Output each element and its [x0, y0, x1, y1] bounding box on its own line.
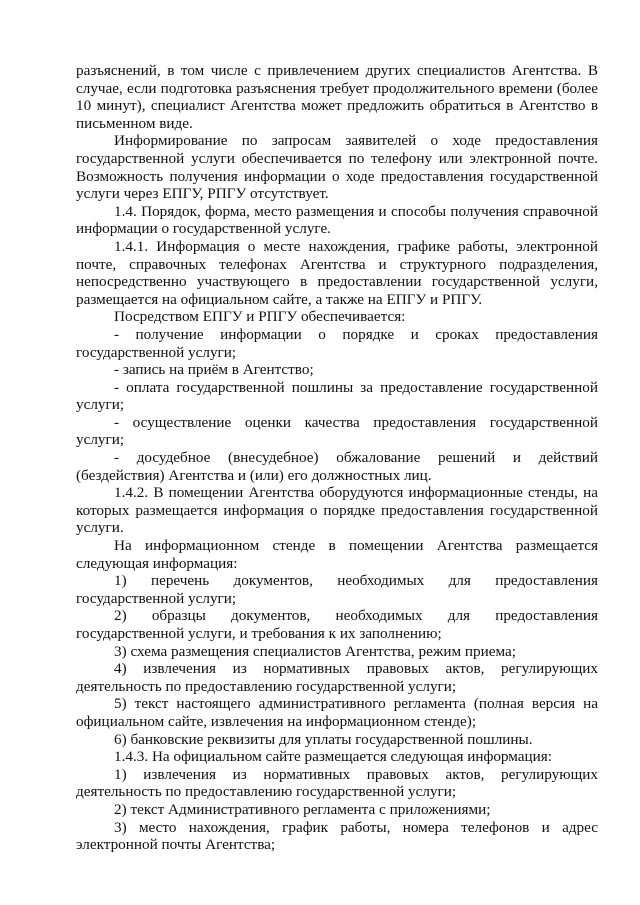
document-page [76, 62, 598, 854]
section-heading-1-4: 1.4. Порядок, форма, место размещения и способы получения справочной информации о государственной услуге. [76, 202, 598, 238]
list-item: - оплата государственной пошлины за предоставление государственной услуги; [76, 378, 598, 414]
paragraph-1-4-3: 1.4.3. На официальном сайте размещается следующая информация: [114, 748, 552, 766]
list-item: 6) банковские реквизиты для уплаты государственной пошлины. [114, 730, 533, 748]
list-item: 3) место нахождения, график работы, номера телефонов и адрес электронной почты Агентства; [76, 818, 598, 854]
paragraph-stand-intro: На информационном стенде в помещении Агентства размещается следующая информация: [76, 537, 598, 572]
list-item: 2) образцы документов, необходимых для предоставления государственной услуги, и требования к их заполнению; [76, 607, 598, 642]
paragraph-progress-info: Информирование по запросам заявителей о ходе предоставления государственной услуги обеспечивается по телефону или электронной почте. Возможность получения информации о ходе предоставления государственной услуги через ЕПГУ, РПГУ отсутствует. [76, 132, 598, 203]
paragraph-1-4-2: 1.4.2. В помещении Агентства оборудуются информационные стенды, на которых размещается информация о порядке предоставления государственной услуги. [76, 484, 598, 537]
list-item: 3) схема размещения специалистов Агентства, режим приема; [114, 642, 516, 660]
paragraph-1-4-1: 1.4.1. Информация о месте нахождения, графике работы, электронной почте, справочных телефонах Агентства и структурного подразделения, непосредственно участвующего в предоставлении государственной услуги, размещается на официальном сайте, а также на ЕПГУ и РПГУ. [76, 237, 598, 308]
list-item: - осуществление оценки качества предоставления государственной услуги; [76, 413, 598, 449]
paragraph-clarifications: разъяснений, в том числе с привлечением других специалистов Агентства. В случае, если подготовка разъяснения требует продолжительного времени (более 10 минут), специалист Агентства может предложить обратиться в Агентство в письменном виде. [76, 62, 598, 132]
list-item: - запись на приём в Агентство; [114, 361, 314, 379]
list-item: 5) текст настоящего административного регламента (полная версия на официальном сайте, извлечения на информационном стенде); [76, 695, 598, 730]
paragraph-epgu-intro: Посредством ЕПГУ и РПГУ обеспечивается: [114, 308, 406, 326]
list-item: - досудебное (внесудебное) обжалование решений и действий (бездействия) Агентства и (или) его должностных лиц. [76, 449, 598, 484]
list-item: 1) перечень документов, необходимых для предоставления государственной услуги; [76, 572, 598, 607]
list-item: - получение информации о порядке и сроках предоставления государственной услуги; [76, 325, 598, 361]
list-item: 4) извлечения из нормативных правовых актов, регулирующих деятельность по предоставлению государственной услуги; [76, 660, 598, 695]
list-item: 1) извлечения из нормативных правовых актов, регулирующих деятельность по предоставлению государственной услуги; [76, 765, 598, 801]
list-item: 2) текст Административного регламента с приложениями; [114, 800, 491, 818]
